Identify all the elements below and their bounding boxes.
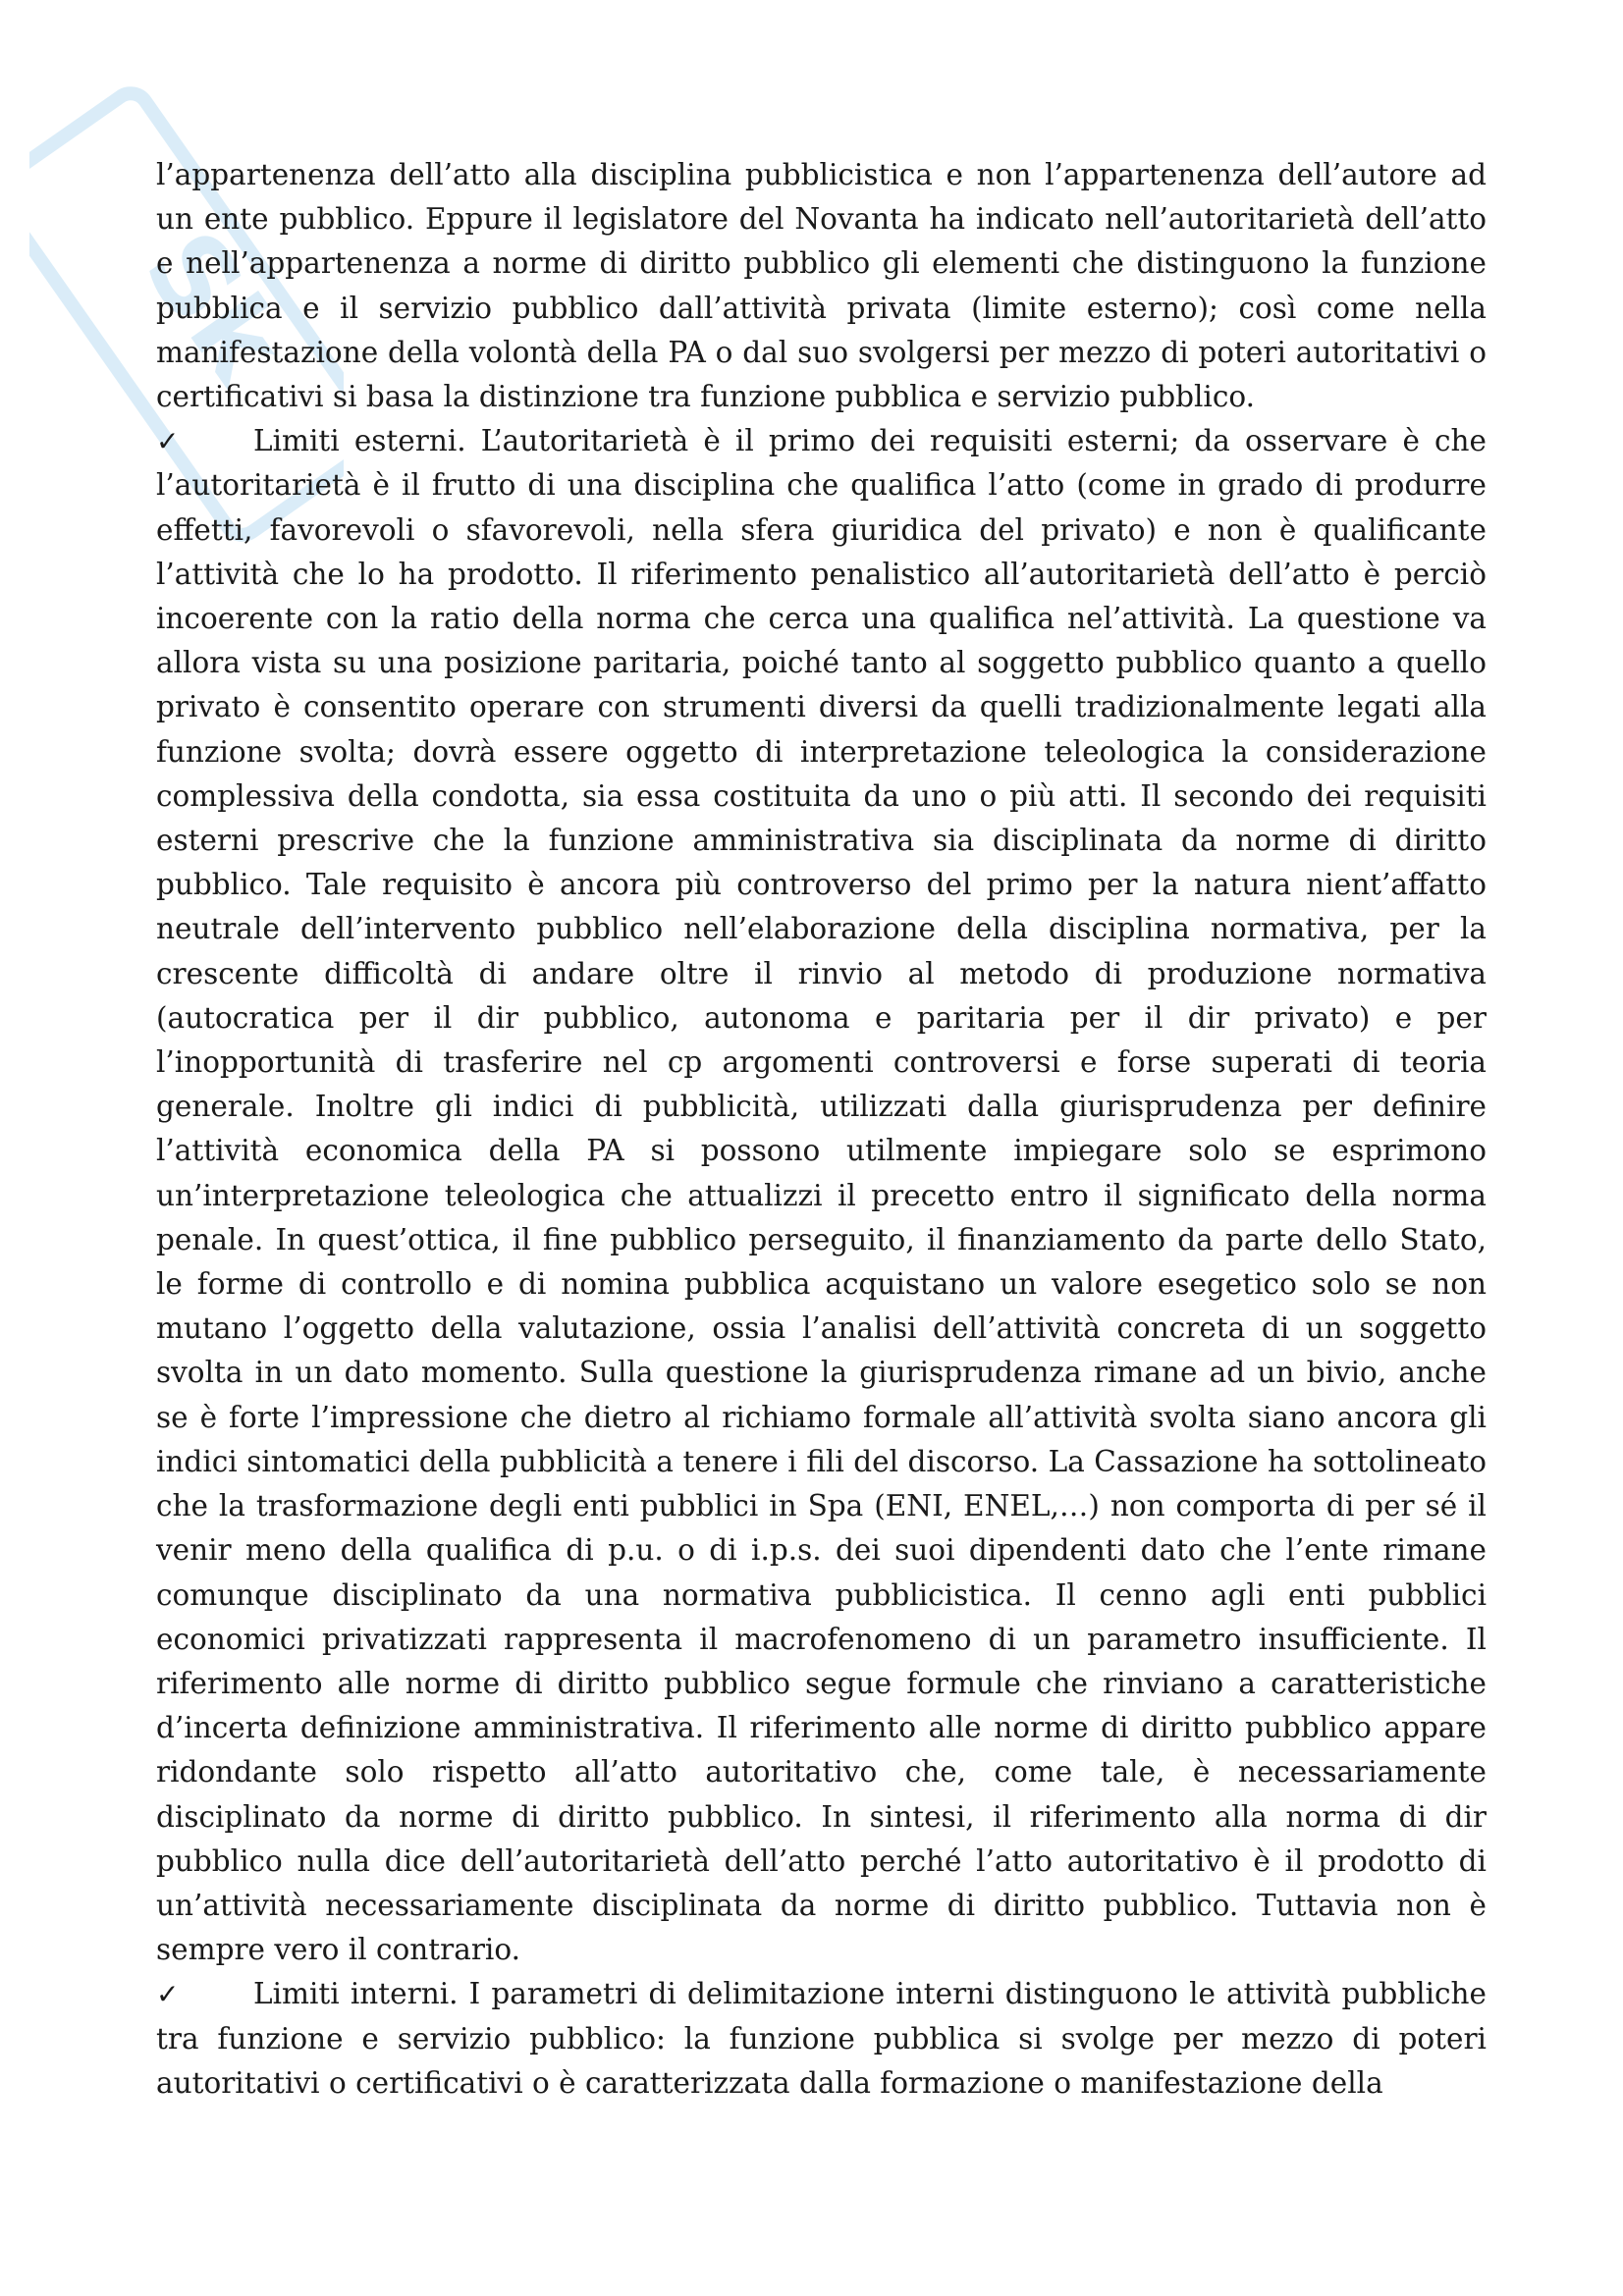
paragraph-text: Limiti interni. I parametri di delimitazione interni distinguono le attività pubbliche tra funzione e servizio pubblico: la funzione pubblica si svolge per mezzo di poteri autoritativi o certificativi o è caratterizzata dalla formazione o manifestazione della — [156, 1977, 1487, 2100]
checkmark-icon: ✓ — [156, 425, 180, 458]
bullet-limiti-esterni — [156, 419, 1487, 1972]
paragraph-text: l’appartenenza dell’atto alla disciplina pubblicistica e non l’appartenenza dell’autore ad un ente pubblico. Eppure il legislatore del Novanta ha indicato nell’autoritarietà dell’atto e nell’appartenenza a norme di diritto pubblico gli elementi che distinguono la funzione pubblica e il servizio pubblico dall’attività privata (limite esterno); così come nella manifestazione della volontà della PA o dal suo svolgersi per mezzo di poteri autoritativi o certificativi si basa la distinzione tra funzione pubblica e servizio pubblico. — [156, 158, 1487, 414]
document-body — [156, 153, 1487, 2106]
paragraph-text: Limiti esterni. L’autoritarietà è il primo dei requisiti esterni; da osservare è che l’autoritarietà è il frutto di una disciplina che qualifica l’atto (come in grado di produrre effetti, favorevoli o sfavorevoli, nella sfera giuridica del privato) e non è qualificante l’attività che lo ha prodotto. Il riferimento penalistico all’autoritarietà dell’atto è perciò incoerente con la ratio della norma che cerca una qualifica nel’attività. La questione va allora vista su una posizione paritaria, poiché tanto al soggetto pubblico quanto a quello privato è consentito operare con strumenti diversi da quelli tradizionalmente legati alla funzione svolta; dovrà essere oggetto di interpretazione teleologica la considerazione complessiva della condotta, sia essa costituita da uno o più atti. Il secondo dei requisiti esterni prescrive che la funzione amministrativa sia disciplinata da norme di diritto pubblico. Tale requisito è ancora più controverso del primo per la natura nient’affatto neutrale dell’intervento pubblico nell’elaborazione della disciplina normativa, per la crescente difficoltà di andare oltre il rinvio al metodo di produzione normativa (autocratica per il dir pubblico, autonoma e paritaria per il dir privato) e per l’inopportunità di trasferire nel cp argomenti controversi e forse superati di teoria generale. Inoltre gli indici di pubblicità, utilizzati dalla giurisprudenza per definire l’attività economica della PA si possono utilmente impiegare solo se esprimono un’interpretazione teleologica che attualizzi il precetto entro il significato della norma penale. In quest’ottica, il fine pubblico perseguito, il finanziamento da parte dello Stato, le forme di controllo e di nomina pubblica acquistano un valore esegetico solo se non mutano l’oggetto della valutazione, ossia l’analisi dell’attività concreta di un soggetto svolta in un dato momento. Sulla questione la giurisprudenza rimane ad un bivio, anche se è forte l’impressione che dietro al richiamo formale all’attività svolta siano ancora gli indici sintomatici della pubblicità a tenere i fili del discorso. La Cassazione ha sottolineato che la trasformazione degli enti pubblici in Spa (ENI, ENEL,…) non comporta di per sé il venir meno della qualifica di p.u. o di i.p.s. dei suoi dipendenti dato che l’ente rimane comunque disciplinato da una normativa pubblicistica. Il cenno agli enti pubblici economici privatizzati rappresenta il macrofenomeno di un parametro insufficiente. Il riferimento alle norme di diritto pubblico segue formule che rinviano a caratteristiche d’incerta definizione amministrativa. Il riferimento alle norme di diritto pubblico appare ridondante solo rispetto all’atto autoritativo che, come tale, è necessariamente disciplinato da norme di diritto pubblico. In sintesi, il riferimento alla norma di dir pubblico nulla dice dell’autoritarietà dell’atto perché l’atto autoritativo è il prodotto di un’attività necessariamente disciplinata da norme di diritto pubblico. Tuttavia non è sempre vero il contrario. — [156, 424, 1487, 1967]
paragraph-intro — [156, 153, 1487, 419]
bullet-limiti-interni — [156, 1972, 1487, 2106]
checkmark-icon: ✓ — [156, 1978, 180, 2011]
svg-text:Sk: Sk — [120, 209, 309, 404]
